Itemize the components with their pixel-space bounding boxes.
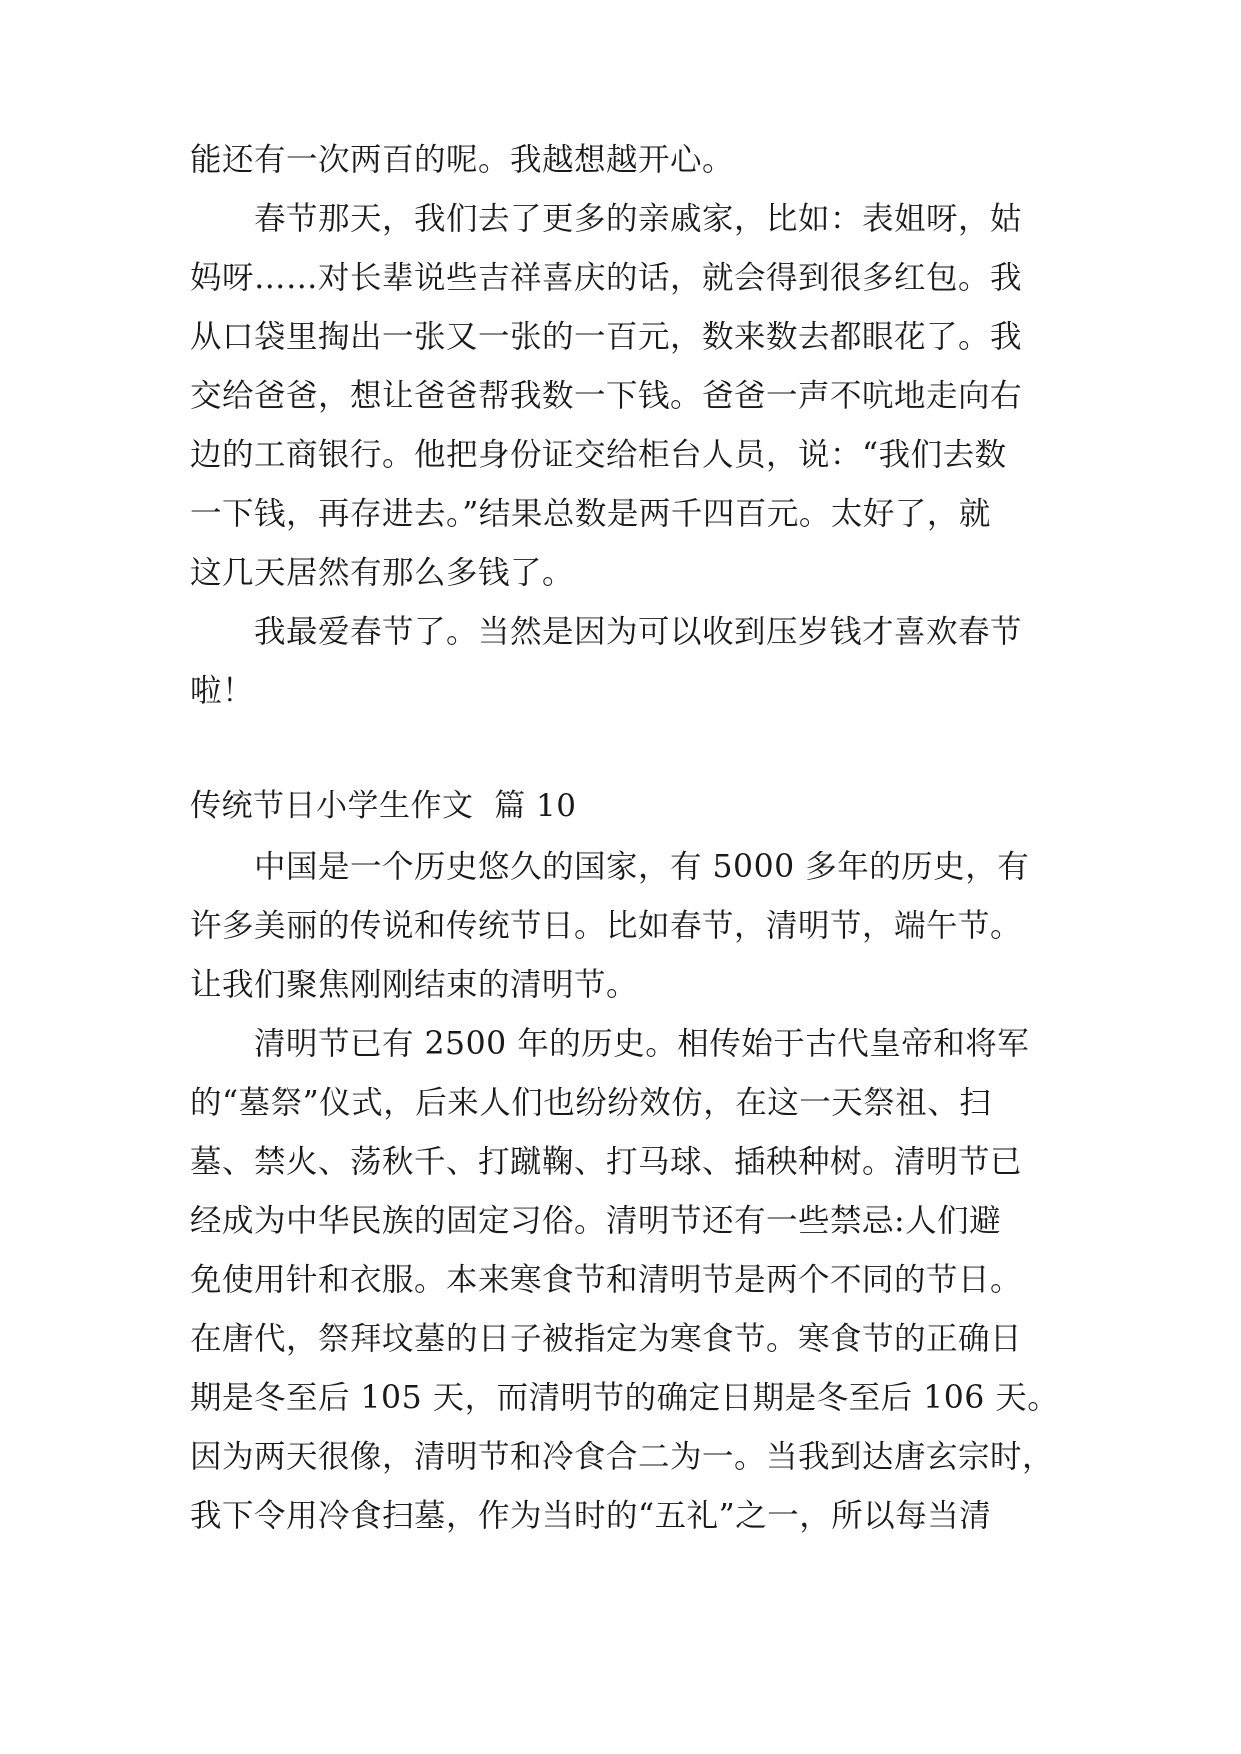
text-line: 期是冬至后 105 天，而清明节的确定日期是冬至后 106 天。 bbox=[190, 1380, 1060, 1416]
text-line: 墓、禁火、荡秋千、打蹴鞠、打马球、插秧种树。清明节已 bbox=[190, 1144, 1023, 1180]
text-line: 清明节已有 2500 年的历史。相传始于古代皇帝和将军 bbox=[190, 1026, 1030, 1062]
text-line: 这几天居然有那么多钱了。 bbox=[190, 555, 575, 591]
text-line: 的“墓祭”仪式，后来人们也纷纷效仿，在这一天祭祖、扫 bbox=[190, 1085, 992, 1121]
text-line: 中国是一个历史悠久的国家，有 5000 多年的历史，有 bbox=[190, 849, 1030, 885]
text-line: 啦！ bbox=[190, 673, 255, 709]
text-line: 因为两天很像，清明节和冷食合二为一。当我到达唐玄宗时， bbox=[190, 1439, 1055, 1475]
text-line: 许多美丽的传说和传统节日。比如春节，清明节，端午节。 bbox=[190, 908, 1023, 944]
text-line: 我最爱春节了。当然是因为可以收到压岁钱才喜欢春节 bbox=[190, 614, 1023, 650]
text-line: 交给爸爸，想让爸爸帮我数一下钱。爸爸一声不吭地走向右 bbox=[190, 378, 1023, 414]
section-heading: 传统节日小学生作文 篇 10 bbox=[190, 788, 577, 824]
text-line: 妈呀……对长辈说些吉祥喜庆的话，就会得到很多红包。我 bbox=[190, 260, 1023, 296]
text-line: 免使用针和衣服。本来寒食节和清明节是两个不同的节日。 bbox=[190, 1262, 1023, 1298]
text-line: 经成为中华民族的固定习俗。清明节还有一些禁忌:人们避 bbox=[190, 1203, 1002, 1239]
text-line: 从口袋里掏出一张又一张的一百元，数来数去都眼花了。我 bbox=[190, 319, 1023, 355]
text-line: 一下钱，再存进去。”结果总数是两千四百元。太好了，就 bbox=[190, 496, 991, 532]
text-line: 能还有一次两百的呢。我越想越开心。 bbox=[190, 142, 735, 178]
text-line: 边的工商银行。他把身份证交给柜台人员，说：“我们去数 bbox=[190, 437, 1007, 473]
text-line: 春节那天，我们去了更多的亲戚家，比如：表姐呀，姑 bbox=[190, 201, 1023, 237]
text-line: 让我们聚焦刚刚结束的清明节。 bbox=[190, 967, 639, 1003]
text-line: 在唐代，祭拜坟墓的日子被指定为寒食节。寒食节的正确日 bbox=[190, 1321, 1023, 1357]
text-line: 我下令用冷食扫墓，作为当时的“五礼”之一，所以每当清 bbox=[190, 1498, 992, 1534]
